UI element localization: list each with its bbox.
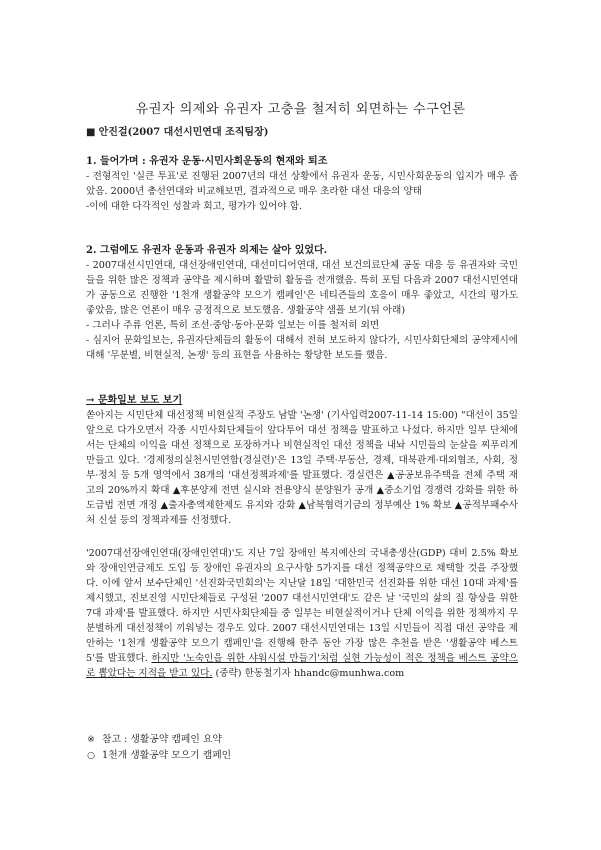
section-1 [86, 154, 518, 214]
section-3-heading: → 문화일보 보도 보기 [86, 395, 183, 406]
section-2 [86, 243, 518, 363]
section-3 [86, 393, 518, 528]
article-continuation [86, 546, 518, 681]
section-1-heading: 1. 들어가며 : 유권자 운동·시민사회운동의 현재와 퇴조 [86, 156, 328, 167]
section-2-paragraph: - 그러나 주류 언론, 특히 조선·중앙·동아·문화 일보는 이를 철저히 외면 [86, 320, 380, 331]
author-line [86, 123, 268, 138]
reference-text: 참고 : 생활공약 캠페인 요약 [102, 734, 222, 745]
section-4 [86, 546, 518, 681]
reference-item [86, 748, 518, 764]
article-quote: 쏟아지는 시민단체 대선정책 비현실적 주장도 남발 '논쟁' (기사입력2007-11-14 15:00) "대선이 35일 앞으로 다가오면서 각종 시민사회단체들이 앞다투어 대선 정책을 발표하고 나섰다. 하지만 일부 단체에서는 단체의 이익을 대선 정책으로 포장하거나 비현실적인 대선 정책을 내놔 시민들의 눈살을 찌푸리게 만들고 있다. '경제정의실천시민연합(경실련)'은 13일 주택·부동산, 경제, 대북관계·대외협조, 사회, 정부·정치 등 5개 영역에서 38개의 '대선정책과제'를 발표했다. 경실련은 ▲공공보유주택을 전체 주택 재고의 20%까지 확대 ▲후분양제 전면 실시와 전용양식 분양원가 공개 ▲중소기업 경쟁력 강화를 위한 하도급법 전면 개정 ▲출자총액제한제도 유지와 강화 ▲남북협력기금의 정부예산 1% 확보 ▲공적부패수사처 신설 등의 정책과제를 선정했다. [86, 410, 518, 526]
reference-marker: ○ [87, 751, 95, 761]
section-1-paragraph: - 전형적인 '실큰 투표'로 진행된 2007년의 대선 상황에서 유권자 운동, 시민사회운동의 입지가 매우 좁았음. 2000년 총선연대와 비교해보면, 결과적으로 매우 초라한 대선 대응의 양태 [86, 171, 518, 197]
section-2-paragraph: - 2007대선시민연대, 대선장애인연대, 대선미디어연대, 대선 보건의료단체 공동 대응 등 유권자와 국민들을 위한 많은 정책과 공약을 제시하며 활발히 활동을 전개했음. 특히 포털 다음과 2007 대선시민연대가 공동으로 진행한 '1천개 생활공약 모으기 캠페인'은 네티즌들의 호응이 매우 좋았고, 시간의 평가도 좋았음, 많은 언론이 매우 긍정적으로 보도했음. 생활공약 샘플 보기(뒤 아래) [86, 260, 518, 316]
article-byline: (중략) 한동철기자 hhandc@munhwa.com [215, 668, 405, 679]
reference-item [86, 732, 518, 748]
section-2-heading: 2. 그럼에도 유권자 운동과 유권자 의제는 살아 있었다. [86, 245, 328, 256]
document-title: 유권자 의제와 유권자 고충을 철저히 외면하는 수구언론 [135, 102, 466, 117]
article-underlined-sentence: 하지만 '노숙인을 위한 샤워시설 만들기'처럼 실현 가능성이 적은 정책을 베스트 공약으로 뽑았다는 지적을 받고 있다. [86, 653, 518, 679]
article-paragraph: '2007대선장애인연대(장애인연대)'도 지난 7일 장애인 복지예산의 국내총생산(GDP) 대비 2.5% 확보와 장애인연금제도 도입 등 장애인 유권자의 요구사항 5가지를 대선 정책공약으로 채택할 것을 주장했다. 이에 앞서 보수단체인 '선진화국민회의'는 지난달 18일 '대한민국 선진화를 위한 대선 10대 과제'를 제시했고, 진보진영 시민단체들로 구성된 '2007 대선시민연대'도 같은 날 '국민의 삶의 질 향상을 위한 7대 과제'를 발표했다. 하지만 시민사회단체들 중 일부는 비현실적이거나 단체 이익을 위한 정책까지 무분별하게 대선정책이 끼워넣는 경우도 있다. 2007 대선시민연대는 13일 시민들이 직접 대선 공약을 제안하는 '1천개 생활공약 모으기 캠페인'을 진행해 한주 동안 가장 많은 추천을 받은 '생활공약 베스트5'를 발표했다. [86, 548, 518, 664]
reference-text: 1천개 생활공약 모으기 캠페인 [102, 750, 232, 761]
section-1-paragraph: -이에 대한 다각적인 성찰과 회고, 평가가 있어야 함. [86, 201, 303, 212]
section-2-paragraph: - 심지어 문화일보는, 유권자단체들의 활동이 대해서 전혀 보도하지 않다가, 시민사회단체의 공약제시에 대해 '무분별, 비현실적, 논쟁' 등의 표현을 사용하는 황당한 보도를 했음. [86, 335, 518, 361]
author-name: 안진걸(2007 대선시민연대 조직팀장) [98, 127, 269, 138]
references [86, 732, 518, 764]
reference-marker: ※ [87, 735, 95, 745]
author-marker: ■ [86, 127, 96, 138]
